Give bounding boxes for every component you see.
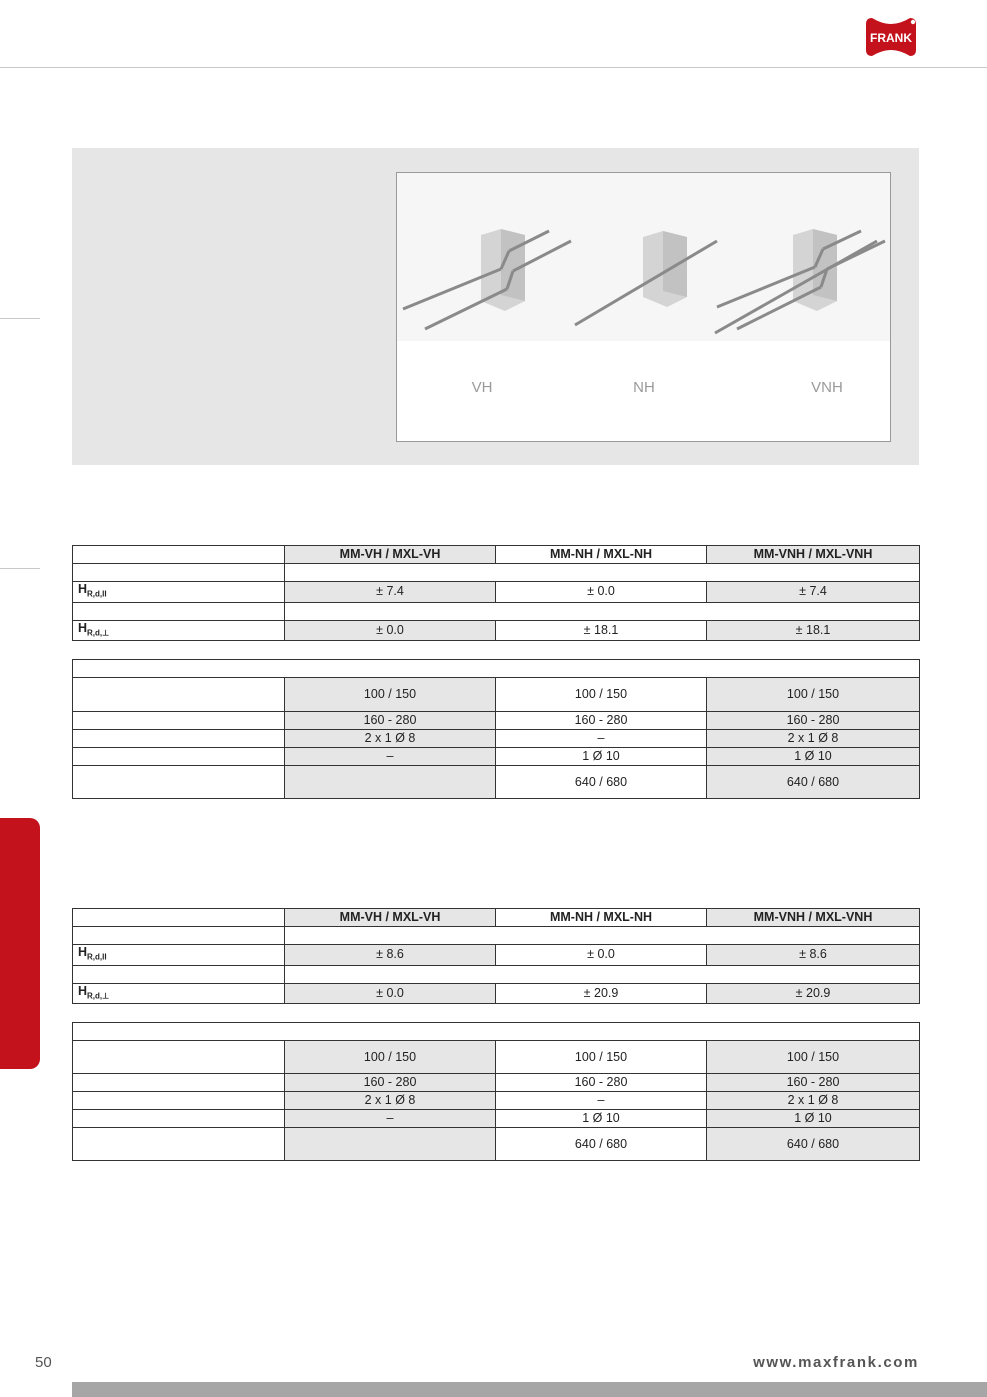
column-header: MM-VH / MXL-VH	[285, 546, 496, 564]
value-cell: ± 7.4	[707, 582, 920, 603]
frank-logo[interactable]	[862, 16, 920, 58]
value-cell: 160 - 280	[285, 1074, 496, 1092]
table-row	[73, 1092, 920, 1110]
value-cell: 100 / 150	[707, 678, 920, 712]
value-cell: 2 x 1 Ø 8	[707, 730, 920, 748]
value-cell: –	[496, 1092, 707, 1110]
table-row	[73, 1074, 920, 1092]
column-header: MM-NH / MXL-NH	[496, 909, 707, 927]
value-cell: ± 20.9	[496, 983, 707, 1004]
value-cell: ± 7.4	[285, 582, 496, 603]
dimension-table-2	[72, 1022, 920, 1161]
table-row	[73, 730, 920, 748]
row-label-h-perpendicular: $H_{R,d,\perp}$	[73, 983, 285, 1004]
row-label-h-parallel: $H_{R,d,II}$	[73, 582, 285, 603]
dimension-table-1	[72, 659, 920, 799]
table-row	[73, 1041, 920, 1074]
product-image-box	[396, 172, 891, 442]
row-label-h-perpendicular: $H_{R,d,\perp}$	[73, 620, 285, 641]
value-cell: ± 0.0	[285, 983, 496, 1004]
value-cell: 640 / 680	[496, 766, 707, 799]
value-cell: ± 18.1	[496, 620, 707, 641]
value-cell: 100 / 150	[496, 678, 707, 712]
footer-bar	[72, 1382, 987, 1397]
header-divider	[0, 67, 987, 68]
variant-label-vnh: VNH	[811, 379, 843, 396]
value-cell: 640 / 680	[496, 1128, 707, 1161]
table-row	[73, 983, 920, 1004]
connector-illustration	[397, 173, 891, 442]
column-header: MM-NH / MXL-NH	[496, 546, 707, 564]
page-number: 50	[35, 1354, 52, 1371]
column-header: MM-VNH / MXL-VNH	[707, 546, 920, 564]
load-table-2	[72, 908, 920, 1004]
value-cell: 2 x 1 Ø 8	[285, 730, 496, 748]
value-cell: ± 20.9	[707, 983, 920, 1004]
value-cell: 160 - 280	[496, 1074, 707, 1092]
header-blank-cell	[73, 909, 285, 927]
table-header-row	[73, 546, 920, 564]
value-cell: ± 8.6	[707, 945, 920, 966]
table-header-row	[73, 660, 920, 678]
value-cell: ± 0.0	[285, 620, 496, 641]
table-row	[73, 620, 920, 641]
variant-label-nh: NH	[633, 379, 655, 396]
header-blank-cell	[73, 546, 285, 564]
table-row	[73, 602, 920, 620]
value-cell: –	[285, 1110, 496, 1128]
table-row	[73, 965, 920, 983]
value-cell: 100 / 150	[285, 1041, 496, 1074]
value-cell: 1 Ø 10	[496, 1110, 707, 1128]
column-header: MM-VNH / MXL-VNH	[707, 909, 920, 927]
website-url[interactable]: www.maxfrank.com	[753, 1354, 919, 1371]
table-header-row	[73, 1023, 920, 1041]
table-row	[73, 927, 920, 945]
value-cell: 160 - 280	[707, 712, 920, 730]
table-header-row	[73, 909, 920, 927]
value-cell: 160 - 280	[707, 1074, 920, 1092]
row-label-h-parallel: $H_{R,d,II}$	[73, 945, 285, 966]
table-row	[73, 766, 920, 799]
value-cell: 100 / 150	[496, 1041, 707, 1074]
side-marker-line	[0, 568, 40, 569]
table-row	[73, 582, 920, 603]
value-cell	[285, 1128, 496, 1161]
table-row	[73, 678, 920, 712]
load-table-1	[72, 545, 920, 641]
value-cell: 100 / 150	[285, 678, 496, 712]
value-cell: ± 8.6	[285, 945, 496, 966]
side-marker-line	[0, 318, 40, 319]
value-cell: 1 Ø 10	[707, 1110, 920, 1128]
table-row	[73, 564, 920, 582]
value-cell: 2 x 1 Ø 8	[707, 1092, 920, 1110]
value-cell: 160 - 280	[496, 712, 707, 730]
value-cell: ± 0.0	[496, 945, 707, 966]
value-cell: –	[496, 730, 707, 748]
column-header: MM-VH / MXL-VH	[285, 909, 496, 927]
chapter-tab	[0, 818, 40, 1069]
table-row	[73, 748, 920, 766]
value-cell	[285, 766, 496, 799]
table-row	[73, 1128, 920, 1161]
value-cell: 1 Ø 10	[707, 748, 920, 766]
value-cell: 100 / 150	[707, 1041, 920, 1074]
value-cell: 160 - 280	[285, 712, 496, 730]
value-cell: 1 Ø 10	[496, 748, 707, 766]
value-cell: 640 / 680	[707, 1128, 920, 1161]
value-cell: –	[285, 748, 496, 766]
table-row	[73, 712, 920, 730]
table-row	[73, 945, 920, 966]
table-row	[73, 1110, 920, 1128]
logo-text: FRANK	[870, 31, 912, 45]
value-cell: ± 18.1	[707, 620, 920, 641]
variant-label-vh: VH	[471, 379, 493, 396]
value-cell: 640 / 680	[707, 766, 920, 799]
value-cell: ± 0.0	[496, 582, 707, 603]
value-cell: 2 x 1 Ø 8	[285, 1092, 496, 1110]
